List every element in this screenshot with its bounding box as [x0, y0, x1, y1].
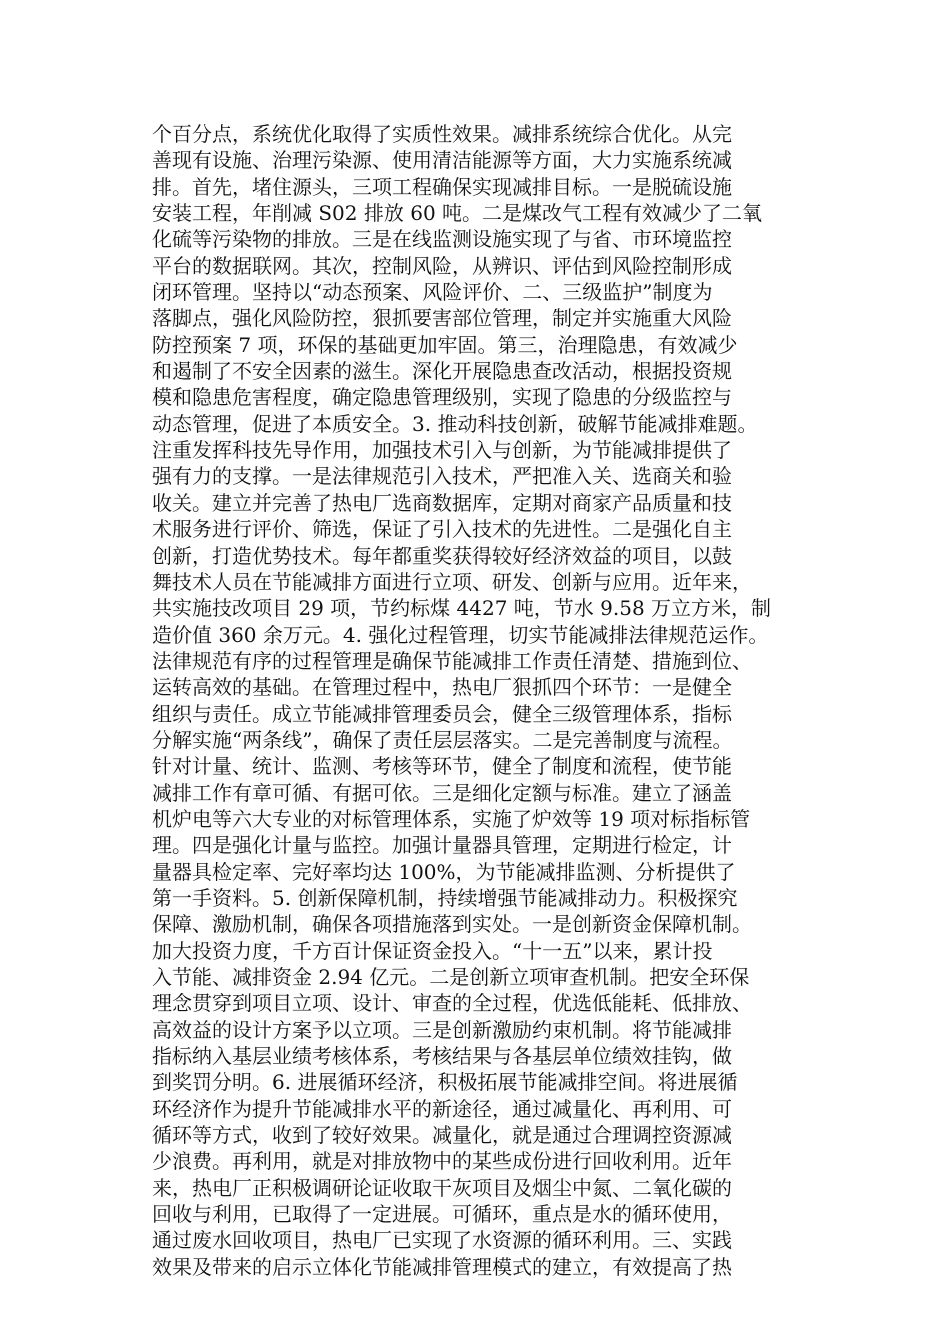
text-line: 化硫等污染物的排放。三是在线监测设施实现了与省、市环境监控 — [152, 227, 732, 252]
text-line: 机炉电等六大专业的对标管理体系，实施了炉效等 19 项对标指标管 — [152, 806, 751, 831]
text-line: 回收与利用，已取得了一定进展。可循环，重点是水的循环使用， — [152, 1202, 732, 1227]
text-line: 善现有设施、治理污染源、使用清洁能源等方面，大力实施系统减 — [152, 148, 732, 173]
text-line: 效果及带来的启示立体化节能减排管理模式的建立，有效提高了热 — [152, 1254, 732, 1279]
text-line: 针对计量、统计、监测、考核等环节，健全了制度和流程，使节能 — [152, 754, 732, 779]
text-line: 强有力的支撑。一是法律规范引入技术，严把准入关、选商关和验 — [152, 464, 732, 489]
text-line: 高效益的设计方案予以立项。三是创新激励约束机制。将节能减排 — [152, 1017, 732, 1042]
text-line: 安装工程，年削减 S02 排放 60 吨。二是煤改气工程有效减少了二氧 — [152, 201, 763, 226]
text-line: 环经济作为提升节能减排水平的新途径，通过减量化、再利用、可 — [152, 1096, 732, 1121]
text-line: 平台的数据联网。其次，控制风险，从辨识、评估到风险控制形成 — [152, 253, 732, 278]
text-line: 到奖罚分明。6. 进展循环经济，积极拓展节能减排空间。将进展循 — [152, 1070, 738, 1095]
text-line: 注重发挥科技先导作用，加强技术引入与创新，为节能减排提供了 — [152, 438, 732, 463]
text-line: 运转高效的基础。在管理过程中，热电厂狠抓四个环节：一是健全 — [152, 675, 732, 700]
text-line: 第一手资料。5. 创新保障机制，持续增强节能减排动力。积极探究 — [152, 885, 738, 910]
text-line: 理。四是强化计量与监控。加强计量器具管理，定期进行检定，计 — [152, 833, 732, 858]
text-line: 闭环管理。坚持以“动态预案、风险评价、二、三级监护”制度为 — [152, 280, 713, 305]
text-line: 防控预案 7 项，环保的基础更加牢固。第三，治理隐患，有效减少 — [152, 332, 738, 357]
text-line: 个百分点，系统优化取得了实质性效果。减排系统综合优化。从完 — [152, 122, 732, 146]
text-line: 排。首先，堵住源头，三项工程确保实现减排目标。一是脱硫设施 — [152, 174, 732, 199]
text-line: 创新，打造优势技术。每年都重奖获得较好经济效益的项目，以鼓 — [152, 543, 732, 568]
body-text — [152, 121, 802, 1280]
text-line: 模和隐患危害程度，确定隐患管理级别，实现了隐患的分级监控与 — [152, 385, 732, 410]
text-line: 造价值 360 余万元。4. 强化过程管理，切实节能减排法律规范运作。 — [152, 622, 769, 647]
text-line: 分解实施“两条线”，确保了责任层层落实。二是完善制度与流程。 — [152, 727, 733, 752]
text-line: 量器具检定率、完好率均达 100%，为节能减排监测、分析提供了 — [152, 859, 736, 884]
text-line: 指标纳入基层业绩考核体系，考核结果与各基层单位绩效挂钩，做 — [152, 1044, 732, 1069]
text-line: 舞技术人员在节能减排方面进行立项、研发、创新与应用。近年来， — [152, 569, 752, 594]
text-line: 入节能、减排资金 2.94 亿元。二是创新立项审查机制。把安全环保 — [152, 965, 750, 989]
text-line: 术服务进行评价、筛选，保证了引入技术的先进性。二是强化自主 — [152, 517, 732, 542]
text-line: 和遏制了不安全因素的滋生。深化开展隐患查改活动，根据投资规 — [152, 359, 732, 384]
text-line: 少浪费。再利用，就是对排放物中的某些成份进行回收利用。近年 — [152, 1149, 732, 1174]
text-line: 共实施技改项目 29 项，节约标煤 4427 吨，节水 9.58 万立方米，制 — [152, 596, 772, 621]
text-line: 落脚点，强化风险防控，狠抓要害部位管理，制定并实施重大风险 — [152, 306, 732, 331]
text-line: 通过废水回收项目，热电厂已实现了水资源的循环利用。三、实践 — [152, 1228, 732, 1253]
text-line: 加大投资力度，千方百计保证资金投入。“十一五”以来，累计投 — [152, 938, 713, 963]
text-line: 减排工作有章可循、有据可依。三是细化定额与标准。建立了涵盖 — [152, 780, 732, 805]
text-line: 循环等方式，收到了较好效果。减量化，就是通过合理调控资源减 — [152, 1123, 732, 1148]
text-line: 动态管理，促进了本质安全。3. 推动科技创新，破解节能减排难题。 — [152, 411, 758, 436]
text-line: 来，热电厂正积极调研论证收取干灰项目及烟尘中氮、二氧化碳的 — [152, 1175, 732, 1200]
text-line: 法律规范有序的过程管理是确保节能减排工作责任清楚、措施到位、 — [152, 648, 752, 673]
text-line: 收关。建立并完善了热电厂选商数据库，定期对商家产品质量和技 — [152, 490, 732, 515]
text-line: 组织与责任。成立节能减排管理委员会，健全三级管理体系，指标 — [152, 701, 732, 726]
text-line: 理念贯穿到项目立项、设计、审查的全过程，优选低能耗、低排放、 — [152, 991, 752, 1016]
text-line: 保障、激励机制，确保各项措施落到实处。一是创新资金保障机制。 — [152, 912, 752, 937]
